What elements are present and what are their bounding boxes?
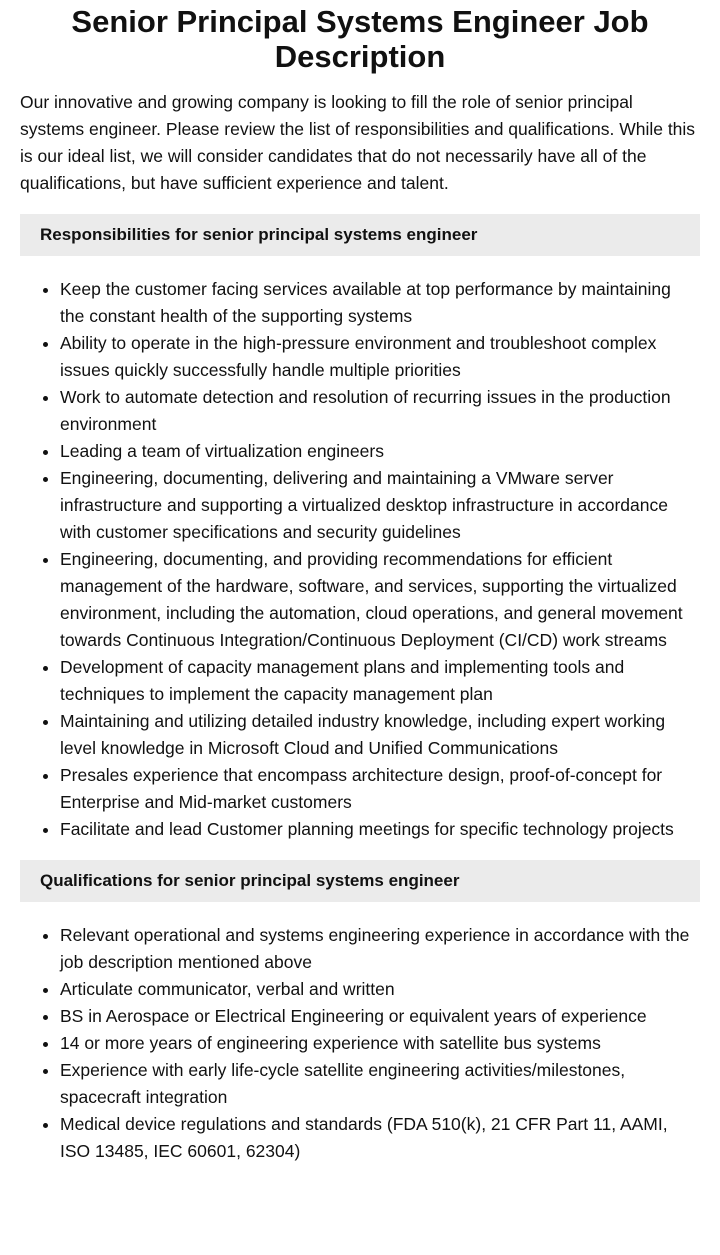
list-item: • Engineering, documenting, delivering and maintaining a VMware server infrastructure and supporting a virtualized desktop infrastructure in accordance with customer specifications and security guidelines — [60, 465, 700, 546]
list-item: • Experience with early life-cycle satellite engineering activities/milestones, spacecraft integration — [60, 1057, 700, 1111]
list-item: • Engineering, documenting, and providing recommendations for efficient management of the hardware, software, and services, supporting the virtualized environment, including the automation, cloud operations, and general movement towards Continuous Integration/Continuous Deployment (CI/CD) work streams — [60, 546, 700, 654]
list-item: • Leading a team of virtualization engineers — [60, 438, 700, 465]
page-title: Senior Principal Systems Engineer Job Description — [71, 4, 649, 74]
responsibilities-list — [0, 276, 700, 843]
list-item: • Ability to operate in the high-pressure environment and troubleshoot complex issues quickly successfully handle multiple priorities — [60, 330, 700, 384]
list-item: • Medical device regulations and standards (FDA 510(k), 21 CFR Part 11, AAMI, ISO 13485, IEC 60601, 62304) — [60, 1111, 700, 1165]
list-item: • Presales experience that encompass architecture design, proof-of-concept for Enterprise and Mid-market customers — [60, 762, 700, 816]
list-item: • Maintaining and utilizing detailed industry knowledge, including expert working level knowledge in Microsoft Cloud and Unified Communications — [60, 708, 700, 762]
list-item: • Facilitate and lead Customer planning meetings for specific technology projects — [60, 816, 700, 843]
list-item: • Relevant operational and systems engineering experience in accordance with the job description mentioned above — [60, 922, 700, 976]
list-item: • Keep the customer facing services available at top performance by maintaining the constant health of the supporting systems — [60, 276, 700, 330]
qualifications-heading: Qualifications for senior principal systems engineer — [20, 860, 700, 902]
responsibilities-heading: Responsibilities for senior principal systems engineer — [20, 214, 700, 256]
list-item: • Articulate communicator, verbal and written — [60, 976, 700, 1003]
list-item: • Development of capacity management plans and implementing tools and techniques to implement the capacity management plan — [60, 654, 700, 708]
list-item: • BS in Aerospace or Electrical Engineering or equivalent years of experience — [60, 1003, 700, 1030]
qualifications-list — [0, 922, 700, 1165]
list-item: • Work to automate detection and resolution of recurring issues in the production environment — [60, 384, 700, 438]
intro-paragraph: Our innovative and growing company is looking to fill the role of senior principal systems engineer. Please review the list of responsibilities and qualifications. While this is our ideal list, we will consider candidates that do not necessarily have all of the qualifications, but have sufficient experience and talent. — [20, 92, 696, 193]
list-item: • 14 or more years of engineering experience with satellite bus systems — [60, 1030, 700, 1057]
